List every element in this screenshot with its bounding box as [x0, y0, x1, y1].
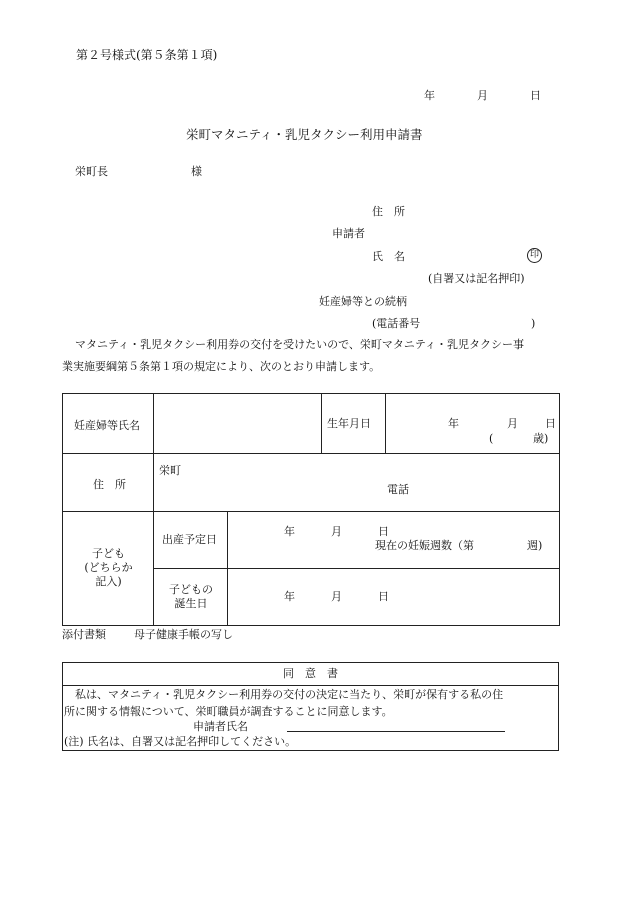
address-label-cell: [63, 454, 154, 512]
body-text-line2: 業実施要綱第５条第１項の規定により、次のとおり申請します。: [62, 360, 381, 373]
consent-title-row: [63, 663, 558, 686]
child-birthdate-label-1: 子どもの: [169, 583, 213, 596]
birthdate-year: 年: [448, 417, 459, 430]
due-date-label: 出産予定日: [162, 533, 217, 546]
application-table: [62, 393, 560, 626]
address-prefix: 栄町: [159, 464, 181, 477]
name-label-cell: [63, 394, 154, 454]
consent-note: (注) 氏名は、自署又は記名押印してください。: [64, 735, 297, 748]
page-title: 栄町マタニティ・乳児タクシー利用申請書: [186, 127, 423, 142]
addressee-suffix: 様: [191, 165, 202, 178]
child-birth-year: 年: [284, 590, 295, 603]
applicant-name-label: 氏 名: [372, 250, 405, 263]
due-date-label-cell: [154, 512, 228, 569]
due-year: 年: [284, 525, 295, 538]
phone-field-label: 電話: [387, 483, 409, 496]
phone-label: (電話番号: [372, 317, 421, 330]
name-input-cell[interactable]: [154, 394, 322, 454]
birthdate-month: 月: [507, 417, 518, 430]
child-birth-day: 日: [378, 590, 389, 603]
child-birthdate-label-cell: [154, 569, 228, 626]
seal-mark: 印: [527, 248, 542, 263]
birthdate-day: 日: [545, 417, 556, 430]
due-day: 日: [378, 525, 389, 538]
form-number: 第２号様式(第５条第１項): [76, 48, 218, 62]
weeks-close: 週): [527, 539, 543, 552]
due-month: 月: [331, 525, 342, 538]
addressee: 栄町長: [75, 165, 108, 178]
age-open: (: [489, 432, 494, 445]
child-label-2: (どちらか: [84, 560, 133, 574]
applicant-address-label: 住 所: [372, 205, 405, 218]
child-birthdate-label-2: 誕生日: [174, 596, 208, 610]
consent-line1: 私は、マタニティ・乳児タクシー利用券の交付の決定に当たり、栄町が保有する私の住: [75, 688, 504, 701]
address-label: 住 所: [93, 478, 126, 491]
consent-title: 同 意 書: [283, 667, 338, 680]
consent-signer-label: 申請者氏名: [193, 720, 248, 733]
child-birthdate-input-cell[interactable]: [228, 569, 560, 626]
child-label-1: 子ども: [92, 547, 125, 560]
signature-note: (自署又は記名押印): [428, 272, 525, 285]
birthdate-label: 生年月日: [327, 417, 371, 430]
body-text-line1: マタニティ・乳児タクシー利用券の交付を受けたいので、栄町マタニティ・乳児タクシー事: [75, 338, 525, 351]
address-input-cell[interactable]: [154, 454, 560, 512]
name-label: 妊産婦等氏名: [74, 419, 140, 432]
child-label-cell: [63, 512, 154, 626]
consent-box: [62, 662, 559, 751]
due-date-input-cell[interactable]: [228, 512, 560, 569]
date-day-label: 日: [530, 89, 541, 102]
consent-line2: 所に関する情報について、栄町職員が調査することに同意します。: [64, 705, 393, 718]
child-birth-month: 月: [331, 590, 342, 603]
pregnancy-weeks-label: 現在の妊娠週数（第: [375, 539, 474, 552]
age-close: 歳): [533, 432, 549, 445]
attachment-label: 添付書類: [62, 628, 106, 641]
relationship-label: 妊産婦等との続柄: [319, 295, 407, 308]
child-label-3: 記入): [95, 574, 122, 588]
signature-line[interactable]: [287, 731, 505, 732]
birthdate-input-cell[interactable]: [386, 394, 560, 454]
date-year-label: 年: [424, 89, 435, 102]
date-month-label: 月: [477, 89, 488, 102]
applicant-label: 申請者: [332, 227, 365, 240]
phone-close: ): [531, 317, 536, 330]
attachment-value: 母子健康手帳の写し: [134, 628, 233, 641]
birthdate-label-cell: [322, 394, 386, 454]
